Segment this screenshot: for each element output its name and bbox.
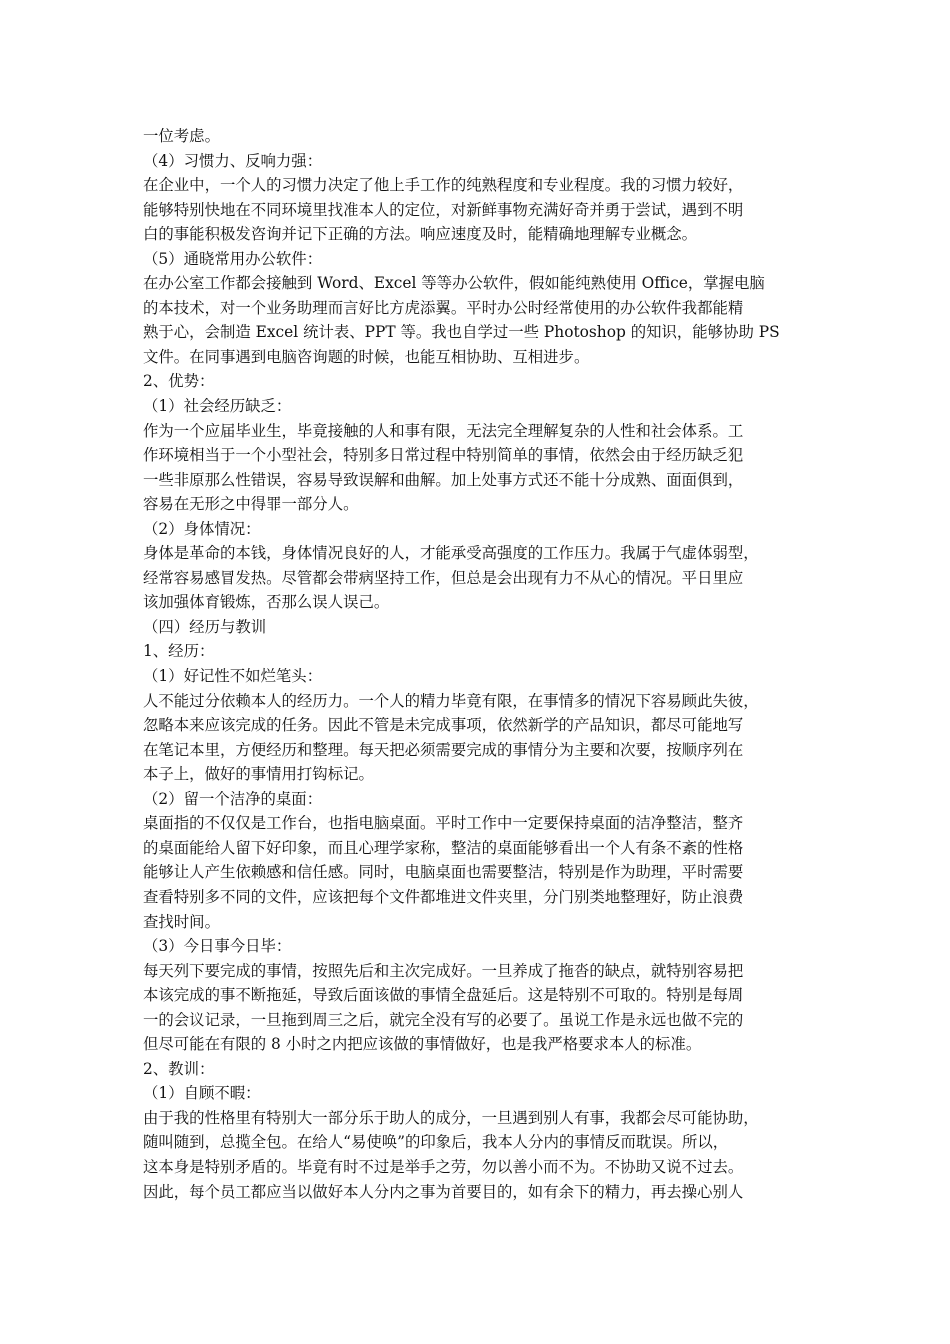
text-line: 经常容易感冒发热。尽管都会带病坚持工作，但总是会出现有力不从心的情况。平日里应 <box>143 568 744 587</box>
text-line: 一位考虑。 <box>143 127 220 145</box>
text-line: 一的会议记录，一旦拖到周三之后，就完全没有写的必要了。虽说工作是永远也做不完的 <box>143 1010 744 1029</box>
text-line: 在企业中，一个人的习惯力决定了他上手工作的纯熟程度和专业程度。我的习惯力较好， <box>143 176 744 195</box>
text-line: （3）今日事今日毕： <box>143 937 292 956</box>
text-line: 作为一个应届毕业生，毕竟接触的人和事有限，无法完全理解复杂的人性和社会体系。工 <box>143 421 744 440</box>
text-line: 人不能过分依赖本人的经历力。一个人的精力毕竟有限，在事情多的情况下容易顾此失彼， <box>143 691 759 710</box>
text-line: 但尽可能在有限的 8 小时之内把应该做的事情做好，也是我严格要求本人的标准。 <box>143 1035 702 1054</box>
text-line: 在笔记本里，方便经历和整理。每天把必须需要完成的事情分为主要和次要，按顺序列在 <box>143 740 744 759</box>
text-line: 随叫随到，总揽全包。在给人“易使唤”的印象后，我本人分内的事情反而耽误。所以， <box>143 1133 729 1152</box>
text-line: （2）留一个洁净的桌面： <box>143 789 323 808</box>
text-line: 白的事能积极发咨询并记下正确的方法。响应速度及时，能精确地理解专业概念。 <box>143 225 698 244</box>
text-line: 容易在无形之中得罪一部分人。 <box>143 495 359 514</box>
text-line: 熟于心，会制造 Excel 统计表、PPT 等。我也自学过一些 Photoshop 的知识，能够协助 PS <box>143 323 780 342</box>
text-line: 能够让人产生依赖感和信任感。同时，电脑桌面也需要整洁，特别是作为助理，平时需要 <box>143 863 744 882</box>
text-line: 查找时间。 <box>143 912 220 931</box>
text-line: （5）通晓常用办公软件： <box>143 249 323 268</box>
text-line: 该加强体育锻炼，否那么误人误己。 <box>143 593 390 612</box>
text-line: 一些非原那么性错误，容易导致误解和曲解。加上处事方式还不能十分成熟、面面俱到， <box>143 470 744 489</box>
text-line: 的桌面能给人留下好印象，而且心理学家称，整洁的桌面能够看出一个人有条不紊的性格 <box>143 838 744 857</box>
text-line: （1）社会经历缺乏： <box>143 397 292 416</box>
text-line: 作环境相当于一个小型社会，特别多日常过程中特别简单的事情，依然会由于经历缺乏犯 <box>143 446 744 465</box>
text-line: 文件。在同事遇到电脑咨询题的时候，也能互相协助、互相进步。 <box>143 347 590 366</box>
text-line: 这本身是特别矛盾的。毕竟有时不过是举手之劳，勿以善小而不为。不协助又说不过去。 <box>143 1157 744 1176</box>
text-line: 1、经历： <box>143 642 215 661</box>
text-line: 查看特别多不同的文件，应该把每个文件都堆进文件夹里，分门别类地整理好，防止浪费 <box>143 887 744 906</box>
text-line: 因此，每个员工都应当以做好本人分内之事为首要目的，如有余下的精力，再去操心别人 <box>143 1182 744 1201</box>
text-line: 能够特别快地在不同环境里找准本人的定位，对新鲜事物充满好奇并勇于尝试，遇到不明 <box>143 200 744 219</box>
text-line: 本该完成的事不断拖延，导致后面该做的事情全盘延后。这是特别不可取的。特别是每周 <box>143 986 744 1005</box>
text-line: （2）身体情况： <box>143 519 261 538</box>
text-line: 本子上，做好的事情用打钩标记。 <box>143 765 374 784</box>
text-line: 每天列下要完成的事情，按照先后和主次完成好。一旦养成了拖沓的缺点，就特别容易把 <box>143 961 744 980</box>
text-line: （4）习惯力、反响力强： <box>143 151 323 170</box>
text-line: 身体是革命的本钱，身体情况良好的人，才能承受高强度的工作压力。我属于气虚体弱型， <box>143 544 759 563</box>
text-line: （1）好记性不如烂笔头： <box>143 667 323 686</box>
text-line: （四）经历与教训 <box>143 617 267 636</box>
text-line: 在办公室工作都会接触到 Word、Excel 等等办公软件，假如能纯熟使用 Office，掌握电脑 <box>143 274 765 293</box>
text-line: 由于我的性格里有特别大一部分乐于助人的成分，一旦遇到别人有事，我都会尽可能协助， <box>143 1108 759 1127</box>
text-line: 2、教训： <box>143 1059 215 1078</box>
document-body <box>143 124 823 1204</box>
text-line: 2、优势： <box>143 372 215 391</box>
text-line: 的本技术，对一个业务助理而言好比方虎添翼。平时办公时经常使用的办公软件我都能精 <box>143 298 744 317</box>
text-line: （1）自顾不暇： <box>143 1084 261 1103</box>
text-line: 桌面指的不仅仅是工作台，也指电脑桌面。平时工作中一定要保持桌面的洁净整洁，整齐 <box>143 814 744 833</box>
text-line: 忽略本来应该完成的任务。因此不管是未完成事项，依然新学的产品知识，都尽可能地写 <box>143 716 744 735</box>
